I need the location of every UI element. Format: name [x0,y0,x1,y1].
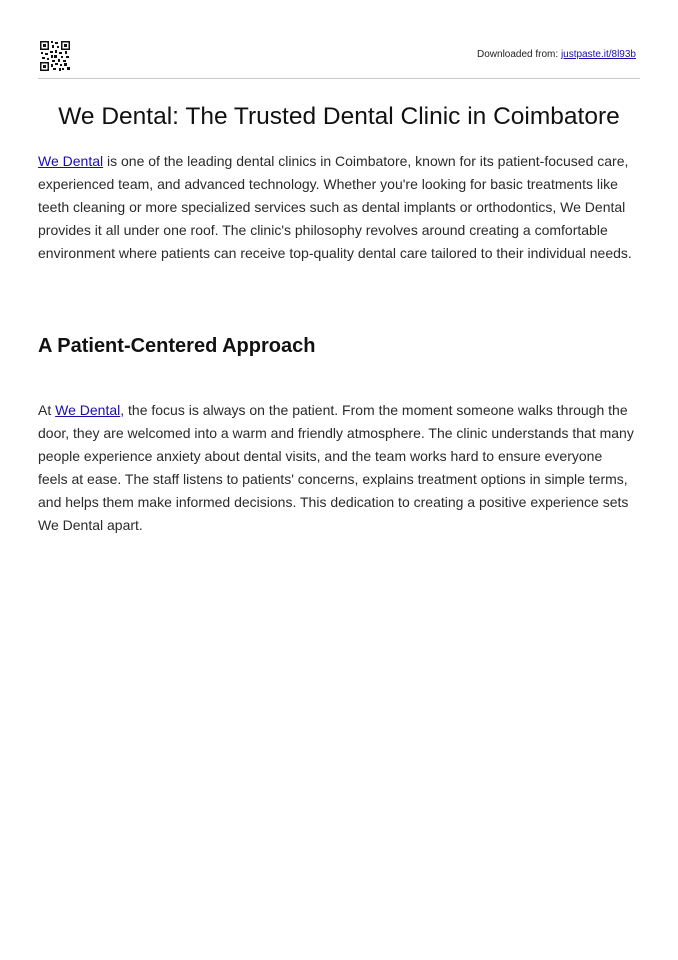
section-heading: A Patient-Centered Approach [38,335,316,357]
page-title: We Dental: The Trusted Dental Clinic in Coimbatore [58,103,620,130]
download-source [477,49,636,60]
we-dental-link[interactable]: We Dental [38,153,104,169]
qr-code-icon [40,41,70,71]
section-text: , the focus is always on the patient. From the moment someone walks through the door, they are welcomed into a warm and friendly atmosphere. The clinic understands that many people experience anxiety about dental visits, and the team works hard to ensure everyone feels at ease. The staff listens to patients' concerns, explains treatment options in simple terms, and helps them make informed decisions. This dedication to creating a positive experience sets We Dental apart. [38,402,634,533]
source-link[interactable]: justpaste.it/8l93b [560,49,636,60]
section-lead: At [38,402,56,418]
page-header [38,40,640,79]
intro-text: is one of the leading dental clinics in Coimbatore, known for its patient-focused care, experienced team, and advanced technology. Whether you're looking for basic treatments like teeth cleaning or more specialized services such as dental implants or orthodontics, We Dental provides it all under one roof. The clinic's philosophy revolves around creating a comfortable environment where patients can receive top-quality dental care tailored to their individual needs. [38,153,632,261]
downloaded-label: Downloaded from: [477,49,559,60]
section-paragraph [38,399,634,537]
we-dental-link-2[interactable]: We Dental [55,402,121,418]
intro-paragraph [38,150,634,265]
